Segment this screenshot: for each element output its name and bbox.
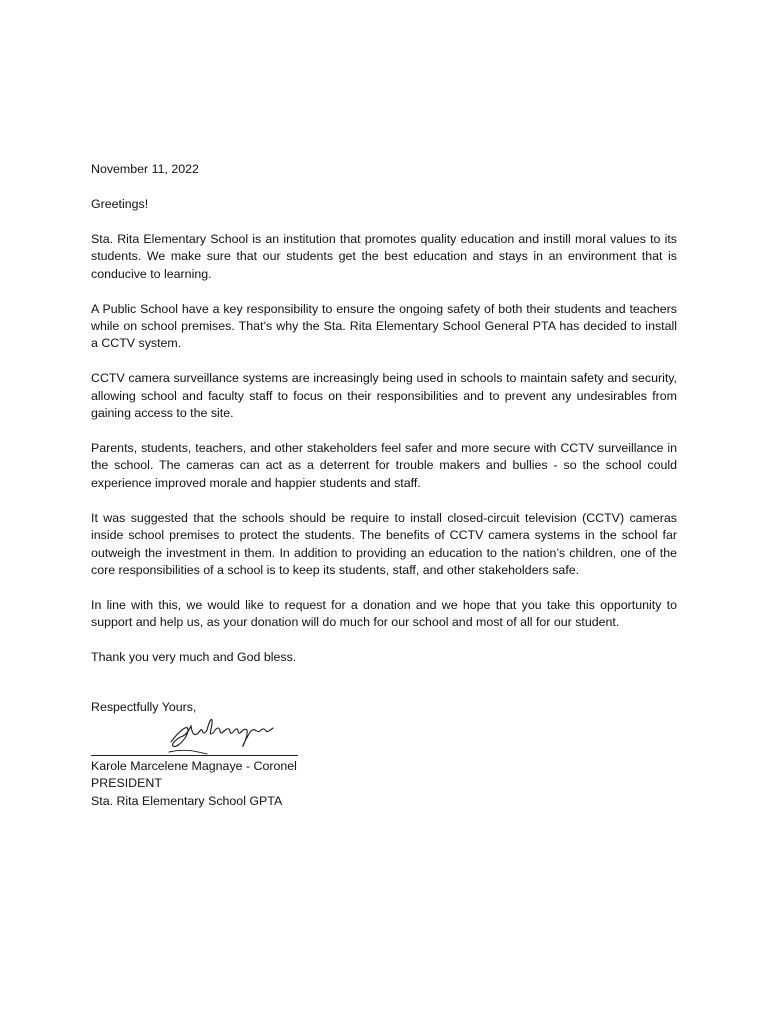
signer-title: PRESIDENT — [91, 776, 162, 791]
letter-date: November 11, 2022 — [91, 162, 199, 176]
paragraph-cctv-usage: CCTV camera surveillance systems are increasingly being used in schools to maintain safety and security, allowing school and faculty staff to focus on their responsibilities and to prevent any undesirables from gaining access to the site. — [91, 371, 677, 421]
handwritten-signature — [167, 708, 277, 756]
paragraph-benefits: It was suggested that the schools should be require to install closed-circuit television (CCTV) cameras inside school premises to protect the students. The benefits of CCTV camera systems in the school far outweigh the investment in them. In addition to providing an education to the nation’s children, one of the core responsibilities of a school is to keep its students, staff, and other stakeholders safe. — [91, 510, 677, 577]
signer-name: Karole Marcelene Magnaye - Coronel — [91, 758, 297, 773]
paragraph-donation-request: In line with this, we would like to request for a donation and we hope that you take this opportunity to support and help us, as your donation will do much for our school and most of all for our student. — [91, 597, 677, 630]
signature-block — [91, 716, 391, 758]
signer-organization: Sta. Rita Elementary School GPTA — [91, 793, 283, 808]
letter-body — [91, 161, 677, 810]
paragraph-stakeholders: Parents, students, teachers, and other stakeholders feel safer and more secure with CCTV surveillance in the school. The cameras can act as a deterrent for trouble makers and bullies - so the school could experience improved morale and happier students and staff. — [91, 440, 677, 490]
letter-signoff: Respectfully Yours, — [91, 699, 197, 714]
letter-thanks: Thank you very much and God bless. — [91, 650, 297, 665]
letter-greeting: Greetings! — [91, 196, 149, 211]
paragraph-introduction: Sta. Rita Elementary School is an institution that promotes quality education and instill moral values to its students. We make sure that our students get the best education and stays in an environment that is conducive to learning. — [91, 231, 677, 281]
paragraph-responsibility: A Public School have a key responsibility to ensure the ongoing safety of both their students and teachers while on school premises. That’s why the Sta. Rita Elementary School General PTA has decided to install a CCTV system. — [91, 301, 677, 351]
